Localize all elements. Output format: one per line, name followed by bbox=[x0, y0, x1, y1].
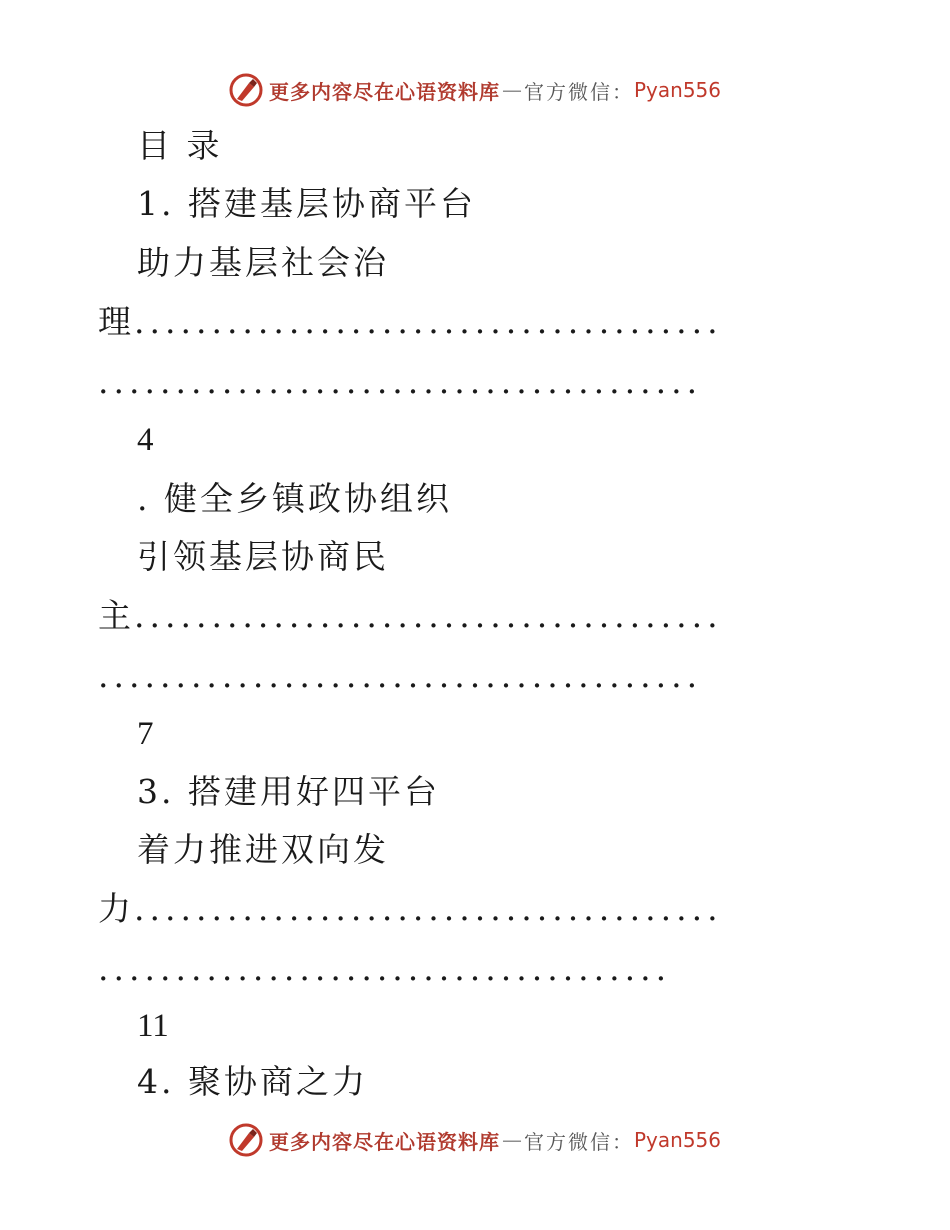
toc-entry-3-dots-2-text: ..................................... bbox=[98, 949, 672, 988]
toc-entry-1-heading: 1. 搭建基层协商平台 bbox=[137, 184, 476, 223]
watermark-dash: — bbox=[501, 1128, 522, 1152]
toc-entry-1-leader-line bbox=[98, 302, 843, 342]
toc-title: 目 录 bbox=[137, 126, 223, 165]
toc-entry-2-tail: 主 bbox=[98, 596, 134, 635]
toc-entry-3-page-number: 11 bbox=[137, 1008, 169, 1044]
toc-entry-3-dots-2 bbox=[98, 949, 843, 989]
watermark-wechat-id: Pyan556 bbox=[633, 78, 721, 102]
toc-entry-3-heading: 3. 搭建用好四平台 bbox=[137, 772, 440, 811]
toc-entry-2-dots-2 bbox=[98, 656, 843, 696]
watermark-banner-top bbox=[0, 70, 950, 110]
toc-entry-3-tail: 力 bbox=[98, 889, 134, 928]
watermark-banner-bottom bbox=[0, 1120, 950, 1160]
toc-entry-2-heading: . 健全乡镇政协组织 bbox=[137, 479, 452, 518]
pen-logo-icon bbox=[229, 1123, 263, 1157]
toc-entry-4-heading: 4. 聚协商之力 bbox=[137, 1062, 368, 1101]
watermark-wechat-label: 官方微信： bbox=[523, 1129, 634, 1154]
watermark-main-text: 更多内容尽在心语资料库 bbox=[268, 79, 500, 104]
toc-entry-1-dots-1: ...................................... bbox=[134, 302, 723, 341]
toc-entry-2-dots-1: ...................................... bbox=[134, 596, 723, 635]
toc-entry-1-tail: 理 bbox=[98, 302, 134, 341]
toc-entry-2-leader-line bbox=[98, 596, 843, 636]
toc-entry-1-subtitle: 助力基层社会治 bbox=[137, 243, 389, 282]
toc-entry-3-dots-1: ...................................... bbox=[134, 889, 723, 928]
watermark-main-text: 更多内容尽在心语资料库 bbox=[268, 1129, 500, 1154]
toc-entry-1-page-number: 4 bbox=[137, 422, 154, 458]
toc-entry-2-dots-2-text: ....................................... bbox=[98, 656, 703, 695]
watermark-dash: — bbox=[501, 78, 522, 102]
toc-entry-1-dots-2-text: ....................................... bbox=[98, 362, 703, 401]
toc-entry-2-page-number: 7 bbox=[137, 716, 154, 752]
toc-entry-3-subtitle: 着力推进双向发 bbox=[137, 830, 389, 869]
toc-entry-2-subtitle: 引领基层协商民 bbox=[137, 537, 389, 576]
pen-logo-icon bbox=[229, 73, 263, 107]
toc-entry-3-leader-line bbox=[98, 889, 843, 929]
watermark-wechat-label: 官方微信： bbox=[523, 79, 634, 104]
toc-entry-1-dots-2 bbox=[98, 362, 843, 402]
watermark-wechat-id: Pyan556 bbox=[633, 1128, 721, 1152]
